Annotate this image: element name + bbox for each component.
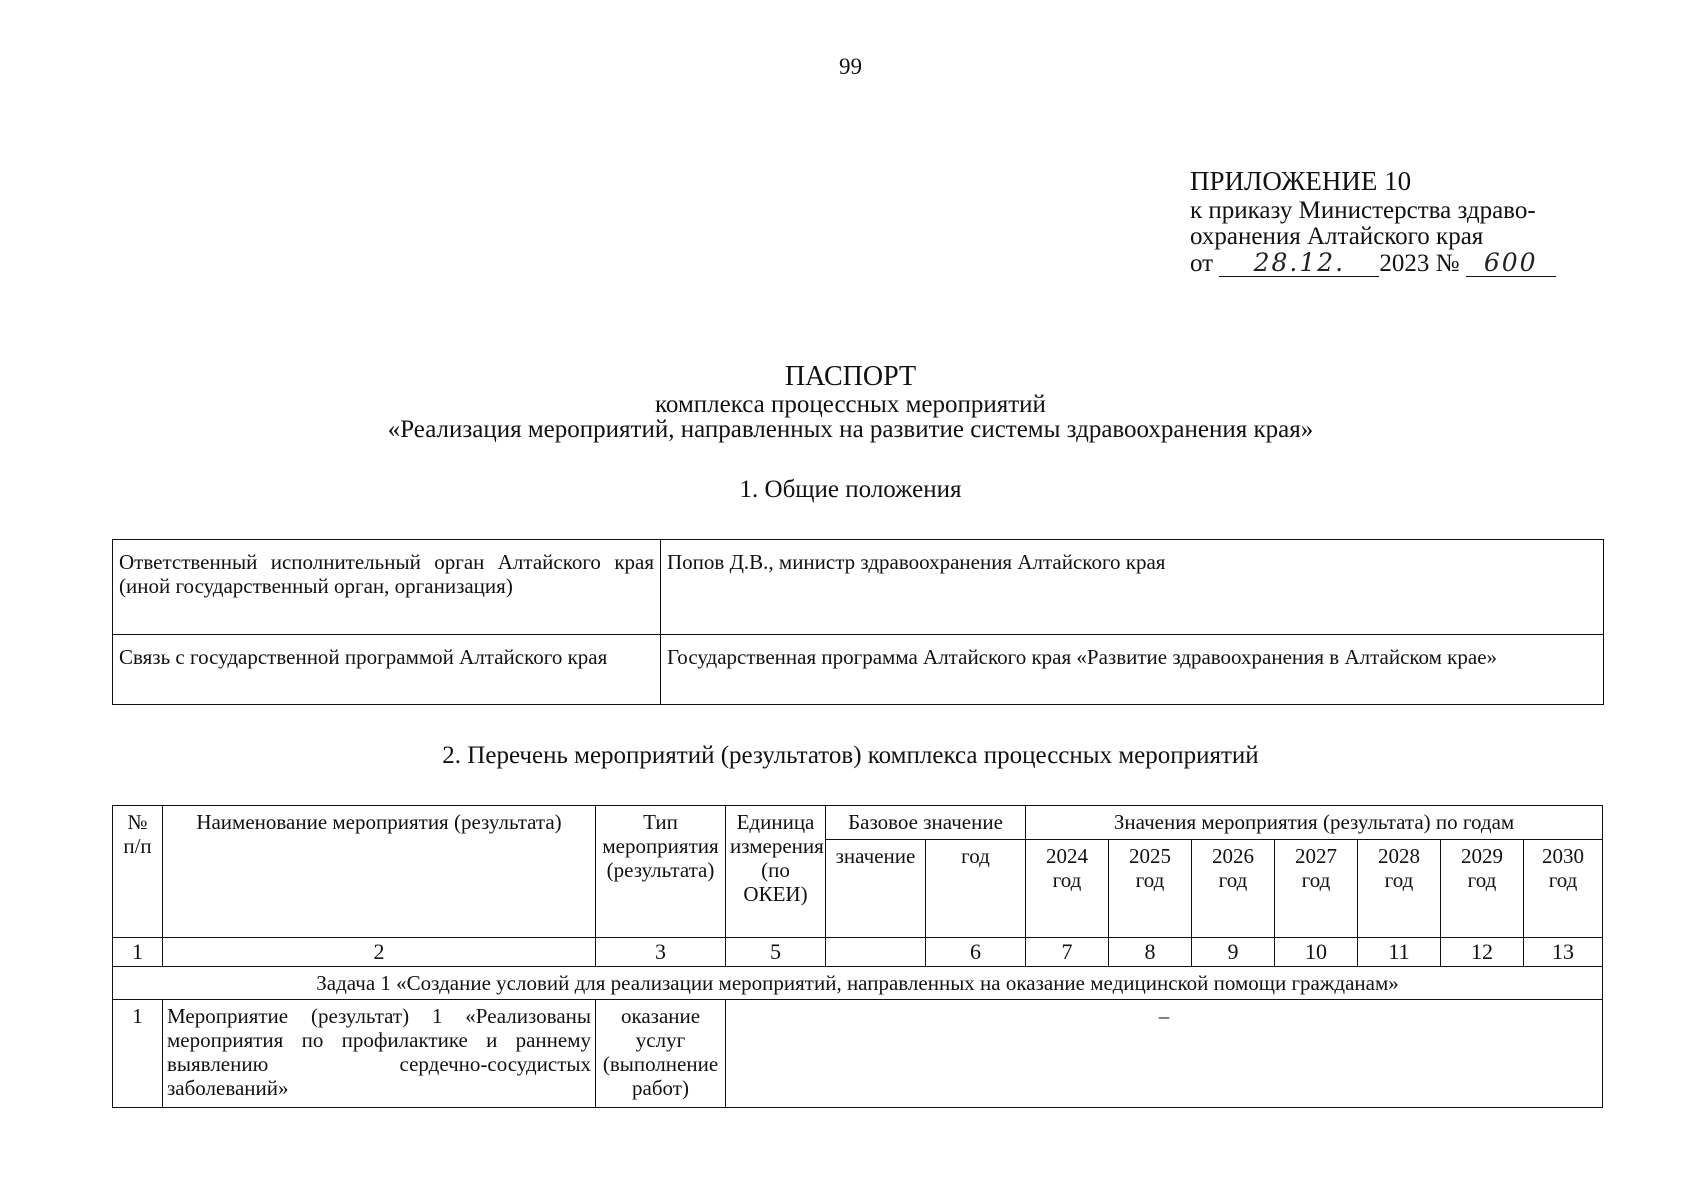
- order-date-line: [1190, 250, 1660, 277]
- table-header-row: [113, 806, 1603, 840]
- table-cell: Связь с государственной программой Алтайского края: [113, 635, 661, 705]
- table-row: [113, 635, 1604, 705]
- header-unit: Единица измерения (по ОКЕИ): [726, 806, 826, 938]
- table-cell: Ответственный исполнительный орган Алтайского края (иной государственный орган, организация): [113, 540, 661, 635]
- table-cell: Государственная программа Алтайского края «Развитие здравоохранения в Алтайском крае»: [661, 635, 1604, 705]
- handwritten-date: 28.12.: [1219, 250, 1379, 277]
- passport-title: ПАСПОРТ: [784, 361, 917, 392]
- appendix-line-2: охранения Алтайского края: [1190, 223, 1484, 250]
- header-year: 2025 год: [1109, 840, 1192, 938]
- header-base-year: год: [926, 840, 1026, 938]
- appendix-block: [1190, 168, 1660, 277]
- year-label: 2023 №: [1379, 250, 1460, 277]
- column-number: 12: [1441, 938, 1524, 967]
- header-base-value: значение: [826, 840, 926, 938]
- column-number: 8: [1109, 938, 1192, 967]
- column-number: 5: [726, 938, 826, 967]
- appendix-title: ПРИЛОЖЕНИЕ 10: [1190, 166, 1412, 196]
- page-number: 99: [839, 54, 862, 79]
- task-row: [113, 967, 1603, 1000]
- column-number: 11: [1358, 938, 1441, 967]
- column-number: 1: [113, 938, 163, 967]
- header-num: № п/п: [113, 806, 163, 938]
- header-year: 2028 год: [1358, 840, 1441, 938]
- section-2-heading: 2. Перечень мероприятий (результатов) комплекса процессных мероприятий: [442, 742, 1259, 769]
- header-years-group: Значения мероприятия (результата) по годам: [1026, 806, 1603, 840]
- task-title: Задача 1 «Создание условий для реализации мероприятий, направленных на оказание медицинской помощи гражданам»: [113, 967, 1603, 1000]
- column-number-row: [113, 938, 1603, 967]
- appendix-line-1: к приказу Министерства здраво-: [1190, 197, 1536, 224]
- passport-subtitle: комплекса процессных мероприятий: [655, 391, 1046, 418]
- measures-table: [112, 805, 1603, 1108]
- header-year: 2029 год: [1441, 840, 1524, 938]
- column-number: [826, 938, 926, 967]
- general-provisions-table: [112, 539, 1604, 705]
- table-row: [113, 540, 1604, 635]
- header-year: 2026 год: [1192, 840, 1275, 938]
- header-year: 2024 год: [1026, 840, 1109, 938]
- row-type: оказание услуг (выполнение работ): [596, 1000, 726, 1108]
- table-cell: Попов Д.В., министр здравоохранения Алтайского края: [661, 540, 1604, 635]
- column-number: 13: [1524, 938, 1603, 967]
- section-1-heading: 1. Общие положения: [739, 476, 962, 503]
- column-number: 9: [1192, 938, 1275, 967]
- row-values-dash: –: [726, 1000, 1603, 1108]
- header-year: 2027 год: [1275, 840, 1358, 938]
- column-number: 2: [163, 938, 596, 967]
- row-num: 1: [113, 1000, 163, 1108]
- header-base: Базовое значение: [826, 806, 1026, 840]
- header-name: Наименование мероприятия (результата): [163, 806, 596, 938]
- column-number: 6: [926, 938, 1026, 967]
- header-year: 2030 год: [1524, 840, 1603, 938]
- passport-name: «Реализация мероприятий, направленных на развитие системы здравоохранения края»: [387, 416, 1314, 443]
- column-number: 7: [1026, 938, 1109, 967]
- row-name: Мероприятие (результат) 1 «Реализованы мероприятия по профилактике и раннему выявлению сердечно-сосудистых заболеваний»: [163, 1000, 596, 1108]
- passport-header: [0, 362, 1701, 442]
- handwritten-order-number: 600: [1466, 250, 1556, 277]
- column-number: 10: [1275, 938, 1358, 967]
- header-type: Тип мероприятия (результата): [596, 806, 726, 938]
- column-number: 3: [596, 938, 726, 967]
- table-row: [113, 1000, 1603, 1108]
- from-label: от: [1190, 250, 1214, 277]
